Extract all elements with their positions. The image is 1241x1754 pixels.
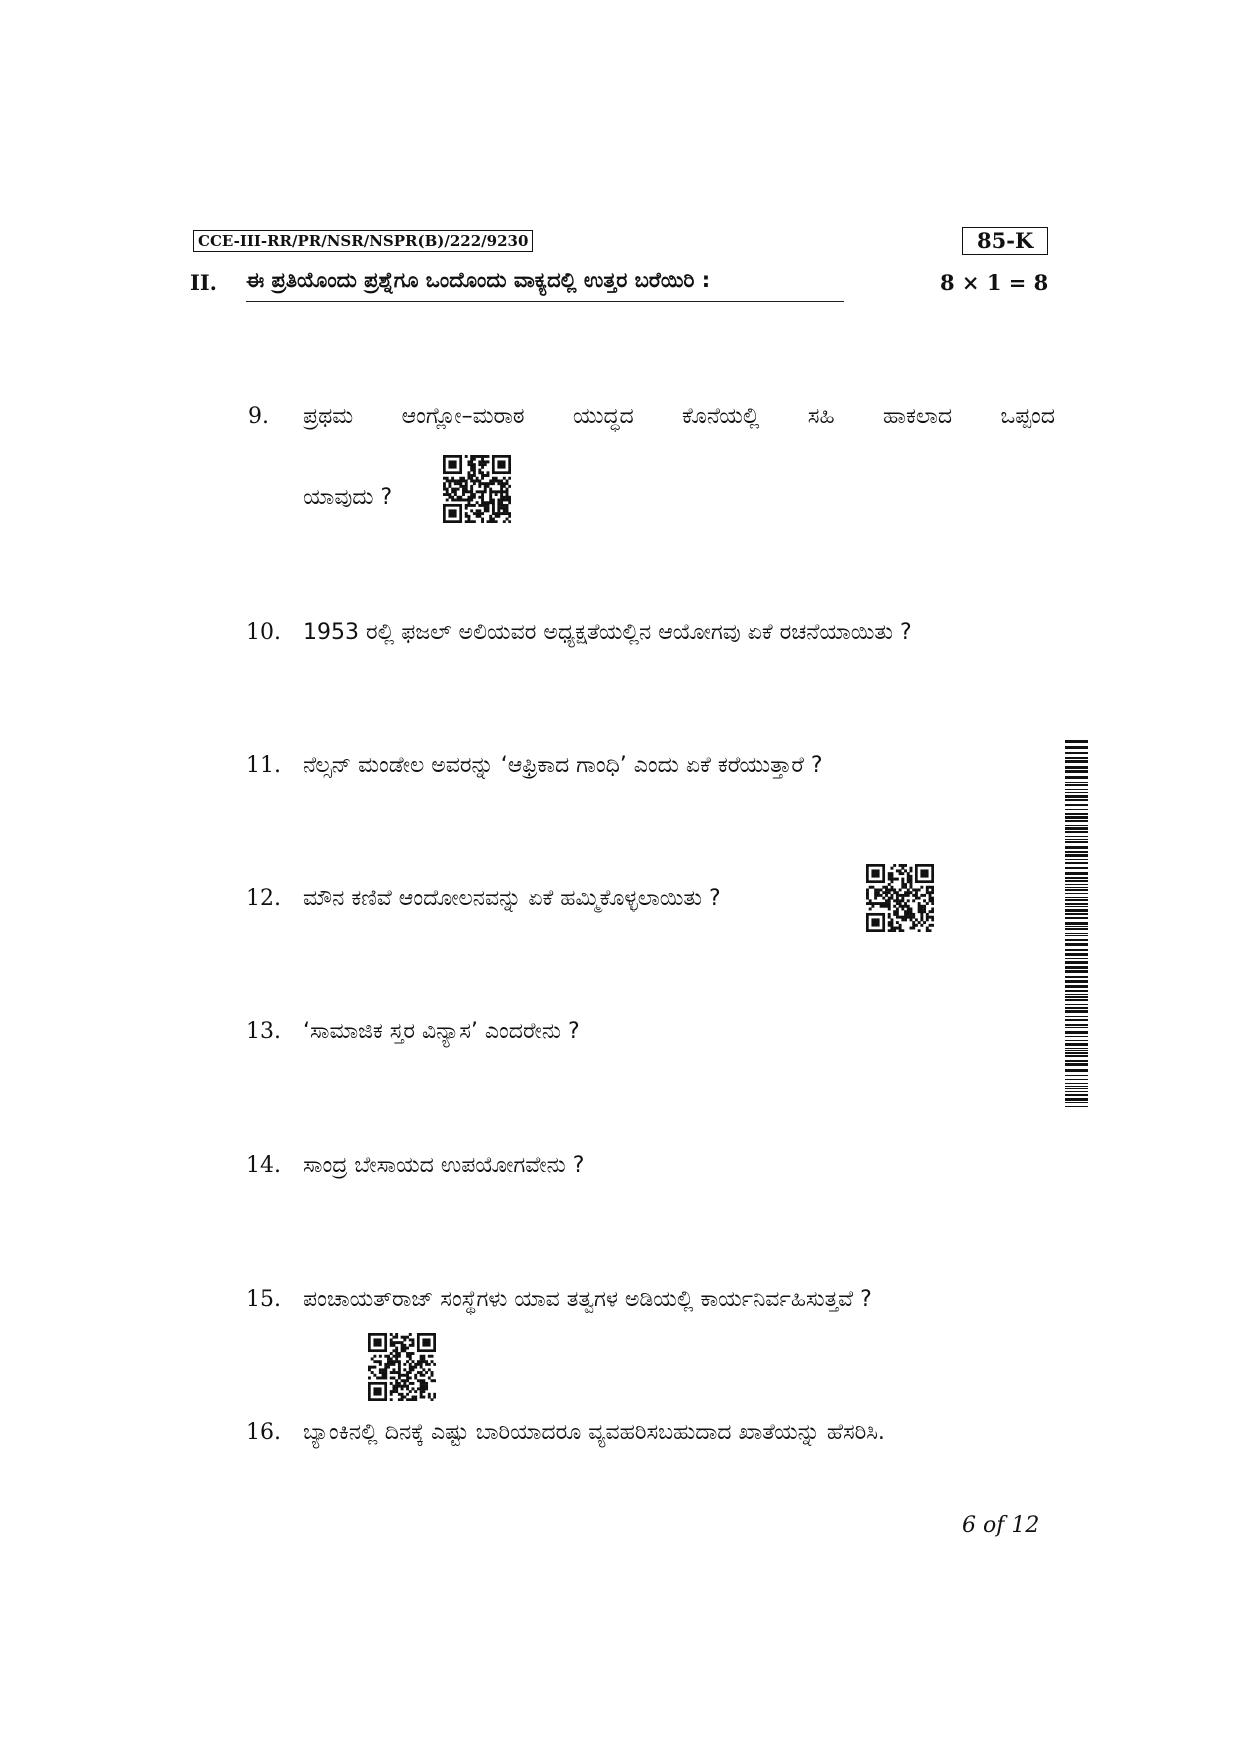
exam-code-label: CCE-III-RR/PR/NSR/NSPR(B)/222/9230 <box>193 230 533 252</box>
question-10-number: 10. <box>246 620 281 645</box>
question-9-line-1 <box>303 404 1055 429</box>
question-9-line-2: ಯಾವುದು ? <box>303 485 393 510</box>
qr-code-icon <box>368 1333 436 1401</box>
question-15-number: 15. <box>246 1287 281 1312</box>
question-12-text: ಮೌನ ಕಣಿವೆ ಆಂದೋಲನವನ್ನು ಏಕೆ ಹಮ್ಮಿಕೊಳ್ಳಲಾಯಿತು ? <box>303 886 721 911</box>
question-9-word: ಪ್ರಥಮ <box>303 404 354 429</box>
question-15-text: ಪಂಚಾಯತ್‌ರಾಜ್ ಸಂಸ್ಥೆಗಳು ಯಾವ ತತ್ವಗಳ ಅಡಿಯಲ್ಲಿ ಕಾರ್ಯನಿರ್ವಹಿಸುತ್ತವೆ ? <box>303 1287 872 1312</box>
question-13-number: 13. <box>246 1019 281 1044</box>
qr-code-icon <box>866 864 934 932</box>
barcode-icon <box>1065 740 1088 1110</box>
question-9-word: ಹಾಕಲಾದ <box>882 404 953 429</box>
question-10-text: 1953 ರಲ್ಲಿ ಫಜಲ್ ಅಲಿಯವರ ಅಧ್ಯಕ್ಷತೆಯಲ್ಲಿನ ಆಯೋಗವು ಏಕೆ ರಚನೆಯಾಯಿತು ? <box>303 620 912 645</box>
qr-code-icon <box>443 455 511 523</box>
question-14-number: 14. <box>246 1153 281 1178</box>
question-11-text: ನೆಲ್ಸನ್ ಮಂಡೇಲ ಅವರನ್ನು ‘ಆಫ್ರಿಕಾದ ಗಾಂಧಿ’ ಎಂದು ಏಕೆ ಕರೆಯುತ್ತಾರೆ ? <box>303 753 823 778</box>
question-14-text: ಸಾಂದ್ರ ಬೇಸಾಯದ ಉಪಯೋಗವೇನು ? <box>303 1153 585 1178</box>
question-12-number: 12. <box>246 886 281 911</box>
question-9-word: ಒಪ್ಪಂದ <box>1000 404 1055 429</box>
question-9-word: ಸಹಿ <box>807 404 835 429</box>
question-9-word: ಕೊನೆಯಲ್ಲಿ <box>682 404 760 429</box>
question-9-number: 9. <box>248 404 269 429</box>
section-marks: 8 × 1 = 8 <box>940 270 1049 295</box>
question-16-text: ಬ್ಯಾಂಕಿನಲ್ಲಿ ದಿನಕ್ಕೆ ಎಷ್ಟು ಬಾರಿಯಾದರೂ ವ್ಯವಹರಿಸಬಹುದಾದ ಖಾತೆಯನ್ನು ಹೆಸರಿಸಿ. <box>303 1420 885 1445</box>
question-9-word: ಯುದ್ಧದ <box>572 404 634 429</box>
section-instruction: ಈ ಪ್ರತಿಯೊಂದು ಪ್ರಶ್ನೆಗೂ ಒಂದೊಂದು ವಾಕ್ಯದಲ್ಲಿ ಉತ್ತರ ಬರೆಯಿರಿ : <box>246 268 844 302</box>
paper-code-label: 85-K <box>962 227 1048 255</box>
question-13-text: ‘ಸಾಮಾಜಿಕ ಸ್ತರ ವಿನ್ಯಾಸ’ ಎಂದರೇನು ? <box>303 1019 580 1044</box>
question-9-word: ಆಂಗ್ಲೋ–ಮರಾಠ <box>401 404 525 429</box>
page-number: 6 of 12 <box>962 1513 1040 1538</box>
question-11-number: 11. <box>246 753 281 778</box>
section-number: II. <box>190 270 217 295</box>
question-16-number: 16. <box>246 1420 281 1445</box>
